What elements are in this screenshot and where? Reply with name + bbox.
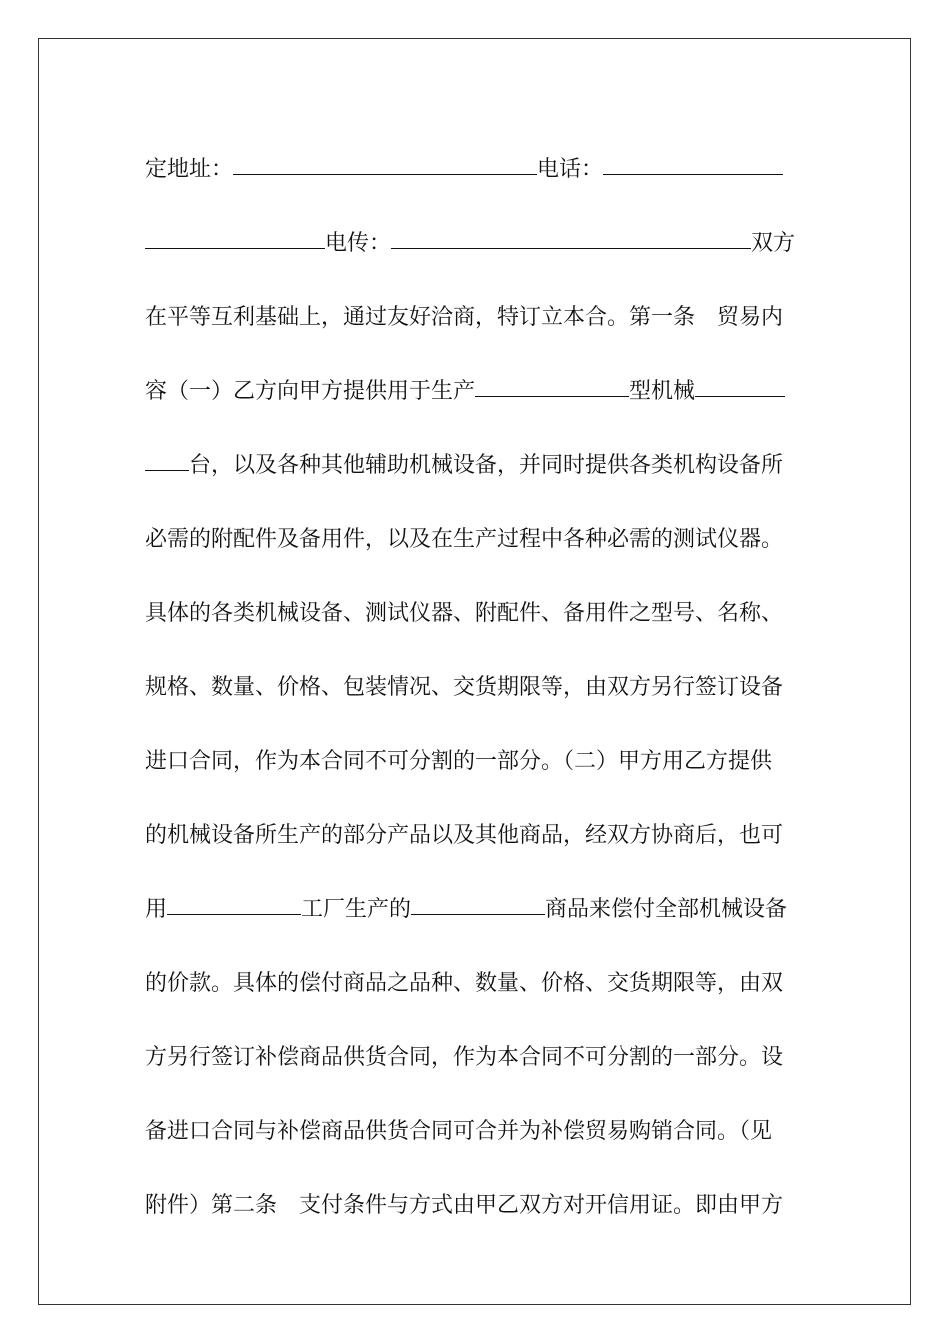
text-fragment: 备进口合同与补偿商品供货合同可合并为补偿贸易购销合同。（见 [145,1118,773,1144]
fill-in-blank-factory[interactable] [167,913,301,915]
text-fragment: 台，以及各种其他辅助机械设备，并同时提供各类机构设备所 [189,452,784,478]
text-line-7 [145,574,795,648]
text-fragment: 工厂生产的 [301,896,412,922]
text-line-13 [145,1018,795,1092]
text-line-6 [145,500,795,574]
fill-in-blank-telex[interactable] [391,247,751,249]
fill-in-blank-quantity-cont[interactable] [145,469,189,471]
text-line-10 [145,796,795,870]
text-fragment: 型机械 [629,378,696,404]
fill-in-blank-goods[interactable] [411,913,545,915]
fill-in-blank-phone-cont[interactable] [145,247,325,249]
text-line-8 [145,648,795,722]
fill-in-blank-quantity[interactable] [695,395,785,397]
text-fragment: 具体的各类机械设备、测试仪器、附配件、备用件之型号、名称、 [145,600,784,626]
text-fragment: 双方 [750,230,795,256]
text-fragment: 用 [145,896,168,922]
text-fragment: 附件）第二条 支付条件与方式由甲乙双方对开信用证。即由甲方 [145,1192,784,1218]
text-line-9 [145,722,795,796]
text-fragment: 方另行签订补偿商品供货合同，作为本合同不可分割的一部分。设 [145,1044,784,1070]
text-fragment: 的机械设备所生产的部分产品以及其他商品，经双方协商后，也可 [145,822,784,848]
text-line-5 [145,426,795,500]
text-line-14 [145,1092,795,1166]
text-line-4 [145,352,795,426]
text-line-12 [145,944,795,1018]
text-fragment: 规格、数量、价格、包装情况、交货期限等，由双方另行签订设备 [145,674,784,700]
text-line-15 [145,1166,795,1240]
fill-in-blank-phone[interactable] [603,173,783,175]
text-fragment: 必需的附配件及备用件，以及在生产过程中各种必需的测试仪器。 [145,526,784,552]
text-line-11 [145,870,795,944]
text-fragment: 电话： [537,156,604,182]
text-fragment: 商品来偿付全部机械设备 [545,896,788,922]
text-fragment: 的价款。具体的偿付商品之品种、数量、价格、交货期限等，由双 [145,970,784,996]
text-fragment: 电传： [324,230,391,256]
text-line-1 [145,130,795,204]
fill-in-blank-address[interactable] [233,173,537,175]
text-fragment: 进口合同，作为本合同不可分割的一部分。（二）甲方用乙方提供 [145,748,773,774]
text-fragment: 定地址： [145,156,234,182]
text-fragment: 在平等互利基础上，通过友好洽商，特订立本合。第一条 贸易内 [145,304,784,330]
text-line-3 [145,278,795,352]
document-body [145,130,795,1240]
text-fragment: 容（一）乙方向甲方提供用于生产 [145,378,476,404]
fill-in-blank-product[interactable] [475,395,629,397]
text-line-2 [145,204,795,278]
